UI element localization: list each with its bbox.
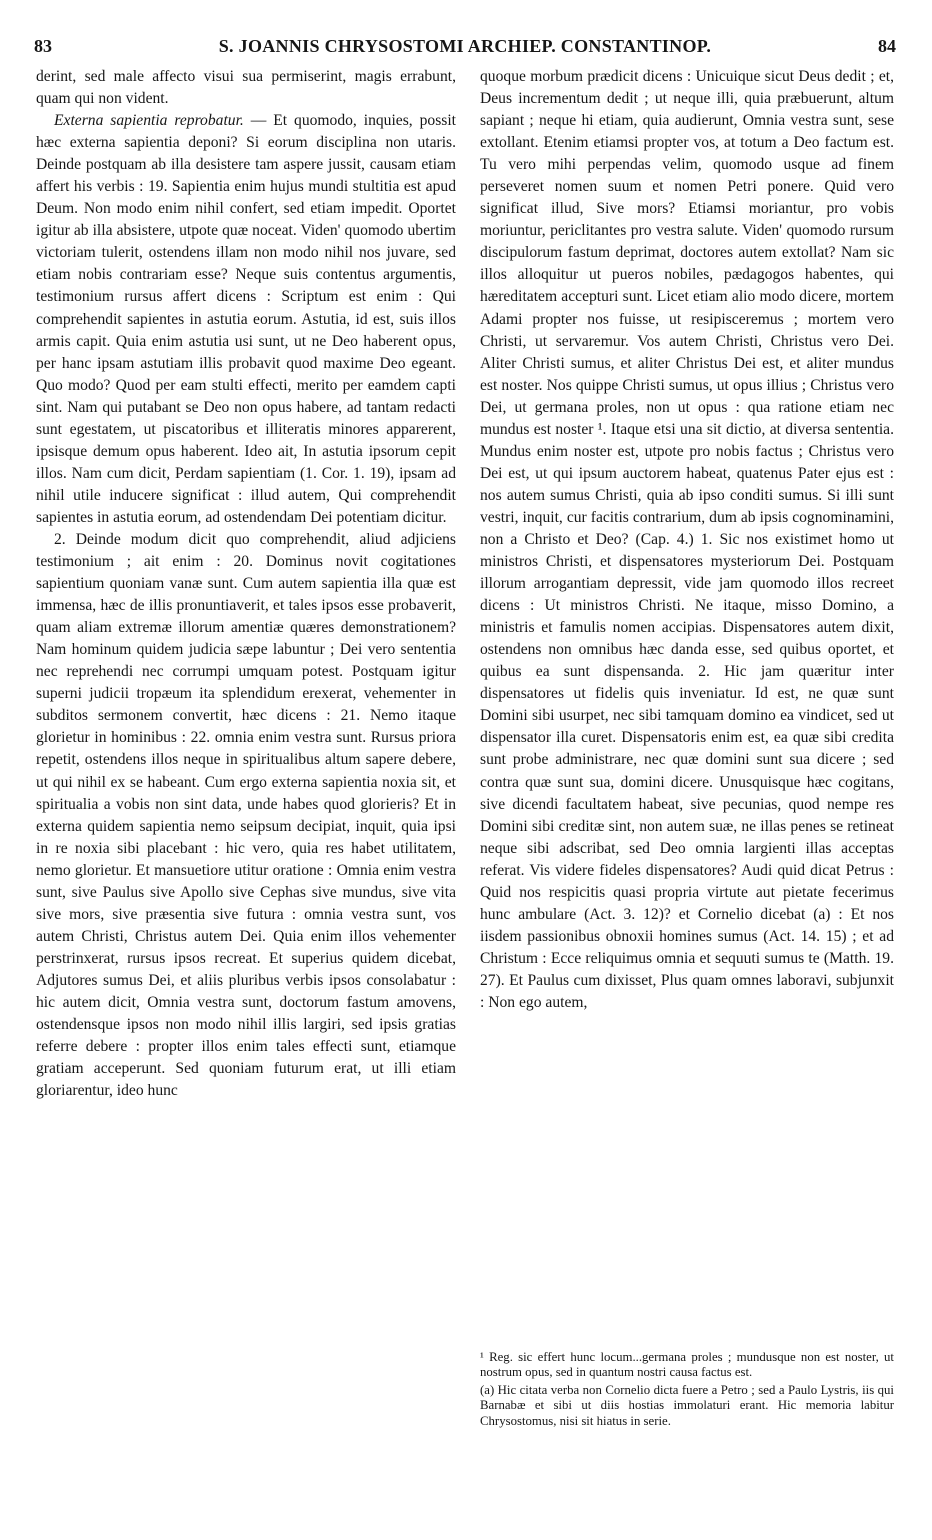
paragraph-externa-sapientia bbox=[36, 110, 456, 529]
page-number-left: 83 bbox=[34, 36, 52, 56]
footnote-1: ¹ Reg. sic effert hunc locum...germana proles ; mundusque non est noster, ut nostrum opus, sed in quantum nostri causa factus est. bbox=[480, 1350, 894, 1380]
paragraph-2: 2. Deinde modum dicit quo comprehendit, aliud adjiciens testimonium ; ait enim : 20. Dominus novit cogitationes sapientium quoniam vanæ sunt. Cum autem sapientia illa quæ est immensa, hæc de illis pronuntiaverit, et tales ipsos esse probaverit, quam aliam extremæ illorum amentiæ quæres demonstrationem? Nam hominum quidem judicia sæpe labuntur ; Dei vero sententia nec reprehendi nec corrumpi umquam potest. Postquam igitur superni judicii tropæum ita splendidum erexerat, vehementer in subditos sermonem convertit, hæc dicens : 21. Nemo itaque glorietur in hominibus : 22. omnia enim vestra sunt. Rursus priora repetit, ostendens illos neque in spiritualibus altum sapere debere, ut qui nihil ex se habeant. Cum ergo externa sapientia noxia sit, et spiritualia a vobis non sint data, unde habes quod glorieris? Et in externa quidem sapientia nemo seipsum decipiat, inquit, quia ipsi in re noxia sibi placebant : hic vero, quia res habet utilitatem, nemo glorietur. Et mansuetiore utitur oratione : Omnia enim vestra sunt, sive Paulus sive Apollo sive Cephas sive mundus, sive vita sive mors, sive præsentia sive futura : omnia vestra sunt, vos autem Christi, Christus autem Dei. Quia enim illos vehementer perstrinxerat, rursus ipsos recreat. Et superius quidem dicebat, Adjutores sumus Dei, et aliis pluribus verbis ipsos consolabatur : hic autem dicit, Omnia vestra sunt, doctorum fastum amovens, ostendensque ipsos non modo nihil illis largiri, sed ipsis gratias referre debere : propter illos enim tales effecti sunt, etiamque gratiam acceperunt. Sed quoniam futurum erat, ut illi etiam gloriarentur, ideo hunc bbox=[36, 530, 456, 1100]
paragraph-continuation-right: quoque morbum prædicit dicens : Unicuique sicut Deus dedit ; et, Deus incrementum dedit ; ut neque illi, quia præbuerunt, altum sapiant ; neque hi etiam, quia audierunt, Omnia vestra sunt, sese extollant. Etenim etiamsi propter vos, at totum a Deo factum est. Tu vero mihi perpendas velim, quomodo usque ad finem perseveret nomen suum et nomen Petri ponere. Quid vero significat illud, Sive mors? Etiamsi moriantur, pro vobis moriuntur, periclitantes pro vestra salute. Viden' quomodo rursum discipulorum fastum deprimat, doctores autem extollat? Nam sic illos alloquitur ut pueros nobiles, pædagogos habentes, qui hæreditatem accepturi sunt. Licet etiam alio modo dicere, mortem Adami propter nos fuisse, ut resipisceremus ; mortem vero Christi, ut servaremur. Vos autem Christi, Christus vero Dei. Aliter Christi sumus, et aliter Christus Dei est, et aliter mundus est noster. Nos quippe Christi sumus, ut opus illius ; Christus vero Dei, ut germana proles, non ut opus : qua ratione etiam nec mundus est noster ¹. Itaque etsi una sit dictio, at diversa sententia. Mundus enim noster est, utpote pro nobis factus ; Christus vero Dei est, ut qui ipsum auctorem habeat, quatenus Pater ejus est : nos autem sumus Christi, quia ab ipso conditi sumus. Si illi sunt vestri, inquit, cur facitis contrarium, dum ab ipsis cognominamini, non a Christo et Deo? (Cap. 4.) 1. Sic nos existimet homo ut ministros Christi, et dispensatores mysteriorum Dei. Postquam illorum arrogantiam depressit, vide jam quomodo illos recreet dicens : Ut ministros Christi. Ne itaque, misso Domino, a ministris et famulis nomen accipias. Dispensatores autem dixit, ostendens non omnibus hæc danda esse, sed quibus oportet, et quibus ea sunt dispensanda. 2. Hic jam quæritur inter dispensatores ut fidelis quis inveniatur. Id est, ne quæ sunt Domini sibi usurpet, nec sibi tamquam domino ea vindicet, sed ut dispensator illa curet. Dispensatoris enim est, ea quæ sibi credita sunt probe administrare, nec quæ domini sunt sua dicere ; sed contra quæ sunt sua, domini dicere. Unusquisque hæc cogitans, sive dicendi facultatem habeat, sive pecunias, quod nempe res Domini sibi creditæ sint, non autem suæ, ne illas penes se retineat neque sibi adscribat, sed Deo omnia largienti illas acceptas referat. Vis videre fideles dispensatores? Audi quid dicat Petrus : Quid nos respicitis quasi propria virtute aut pietate fecerimus hunc ambulare (Act. 3. 12)? et Cornelio dicebat (a) : Et nos iisdem passionibus obnoxii homines sumus (Act. 14. 15) ; et ad Christum : Ecce reliquimus omnia et sequuti sumus te (Matth. 19. 27). Et Paulus cum dixisset, Plus quam omnes laboravi, subjunxit : Non ego autem, bbox=[480, 68, 894, 1011]
paragraph-text: — Et quomodo, inquies, possit hæc externa sapientia deponi? Si eorum disciplina non utaris. Deinde postquam ab illa desistere tam aspere jussit, causam etiam affert his verbis : 19. Sapientia enim hujus mundi stultitia est apud Deum. Non modo enim nihil confert, sed etiam impedit. Oportet igitur ab illa absistere, utpote quæ noceat. Viden' quomodo ubertim victoriam tulerit, ostendens illam non modo nihil nos juvare, sed etiam nobis contrariam esse? Neque suis contentus argumentis, testimonium rursus affert dicens : Scriptum est enim : Qui comprehendit sapientes in astutia eorum. Astutia, id est, suis illos armis capit. Quia enim astutia usi sunt, ut ne Deo haberent opus, per hanc ipsam astutiam illis probavit quod maxime Deo egeant. Quo modo? Quod per eam stulti effecti, merito per eamdem capti sint. Nam qui putabant se Deo non opus habere, ad tantam redacti sunt egestatem, ut piscatoribus et illiteratis minores apparerent, ipsisque demum opus haberent. Ideo ait, In astutia ipsorum cepit illos. Nam cum dicit, Perdam sapientiam (1. Cor. 1. 19), ipsam ad nihil utile inducere significat : illud autem, Qui comprehendit sapientes in astutia eorum, ad ostendendam Dei potentiam dicitur. bbox=[36, 112, 456, 526]
page-number-right: 84 bbox=[878, 36, 896, 56]
left-column bbox=[36, 66, 456, 1102]
footnotes bbox=[480, 1350, 894, 1429]
footnote-a: (a) Hic citata verba non Cornelio dicta fuere a Petro ; sed a Paulo Lystris, iis qui Barnabæ et sibi ut diis hostias immolaturi erant. Hic memoria labitur Chrysostomus, nisi sit hiatus in serie. bbox=[480, 1382, 894, 1428]
running-title: S. JOANNIS CHRYSOSTOMI ARCHIEP. CONSTANTINOP. bbox=[218, 36, 712, 56]
section-heading: Externa sapientia reprobatur. bbox=[54, 112, 244, 130]
paragraph-continuation: derint, sed male affecto visui sua permiserint, magis errabunt, quam qui non vident. bbox=[36, 68, 456, 108]
running-header bbox=[34, 30, 896, 60]
right-column bbox=[480, 66, 894, 1014]
